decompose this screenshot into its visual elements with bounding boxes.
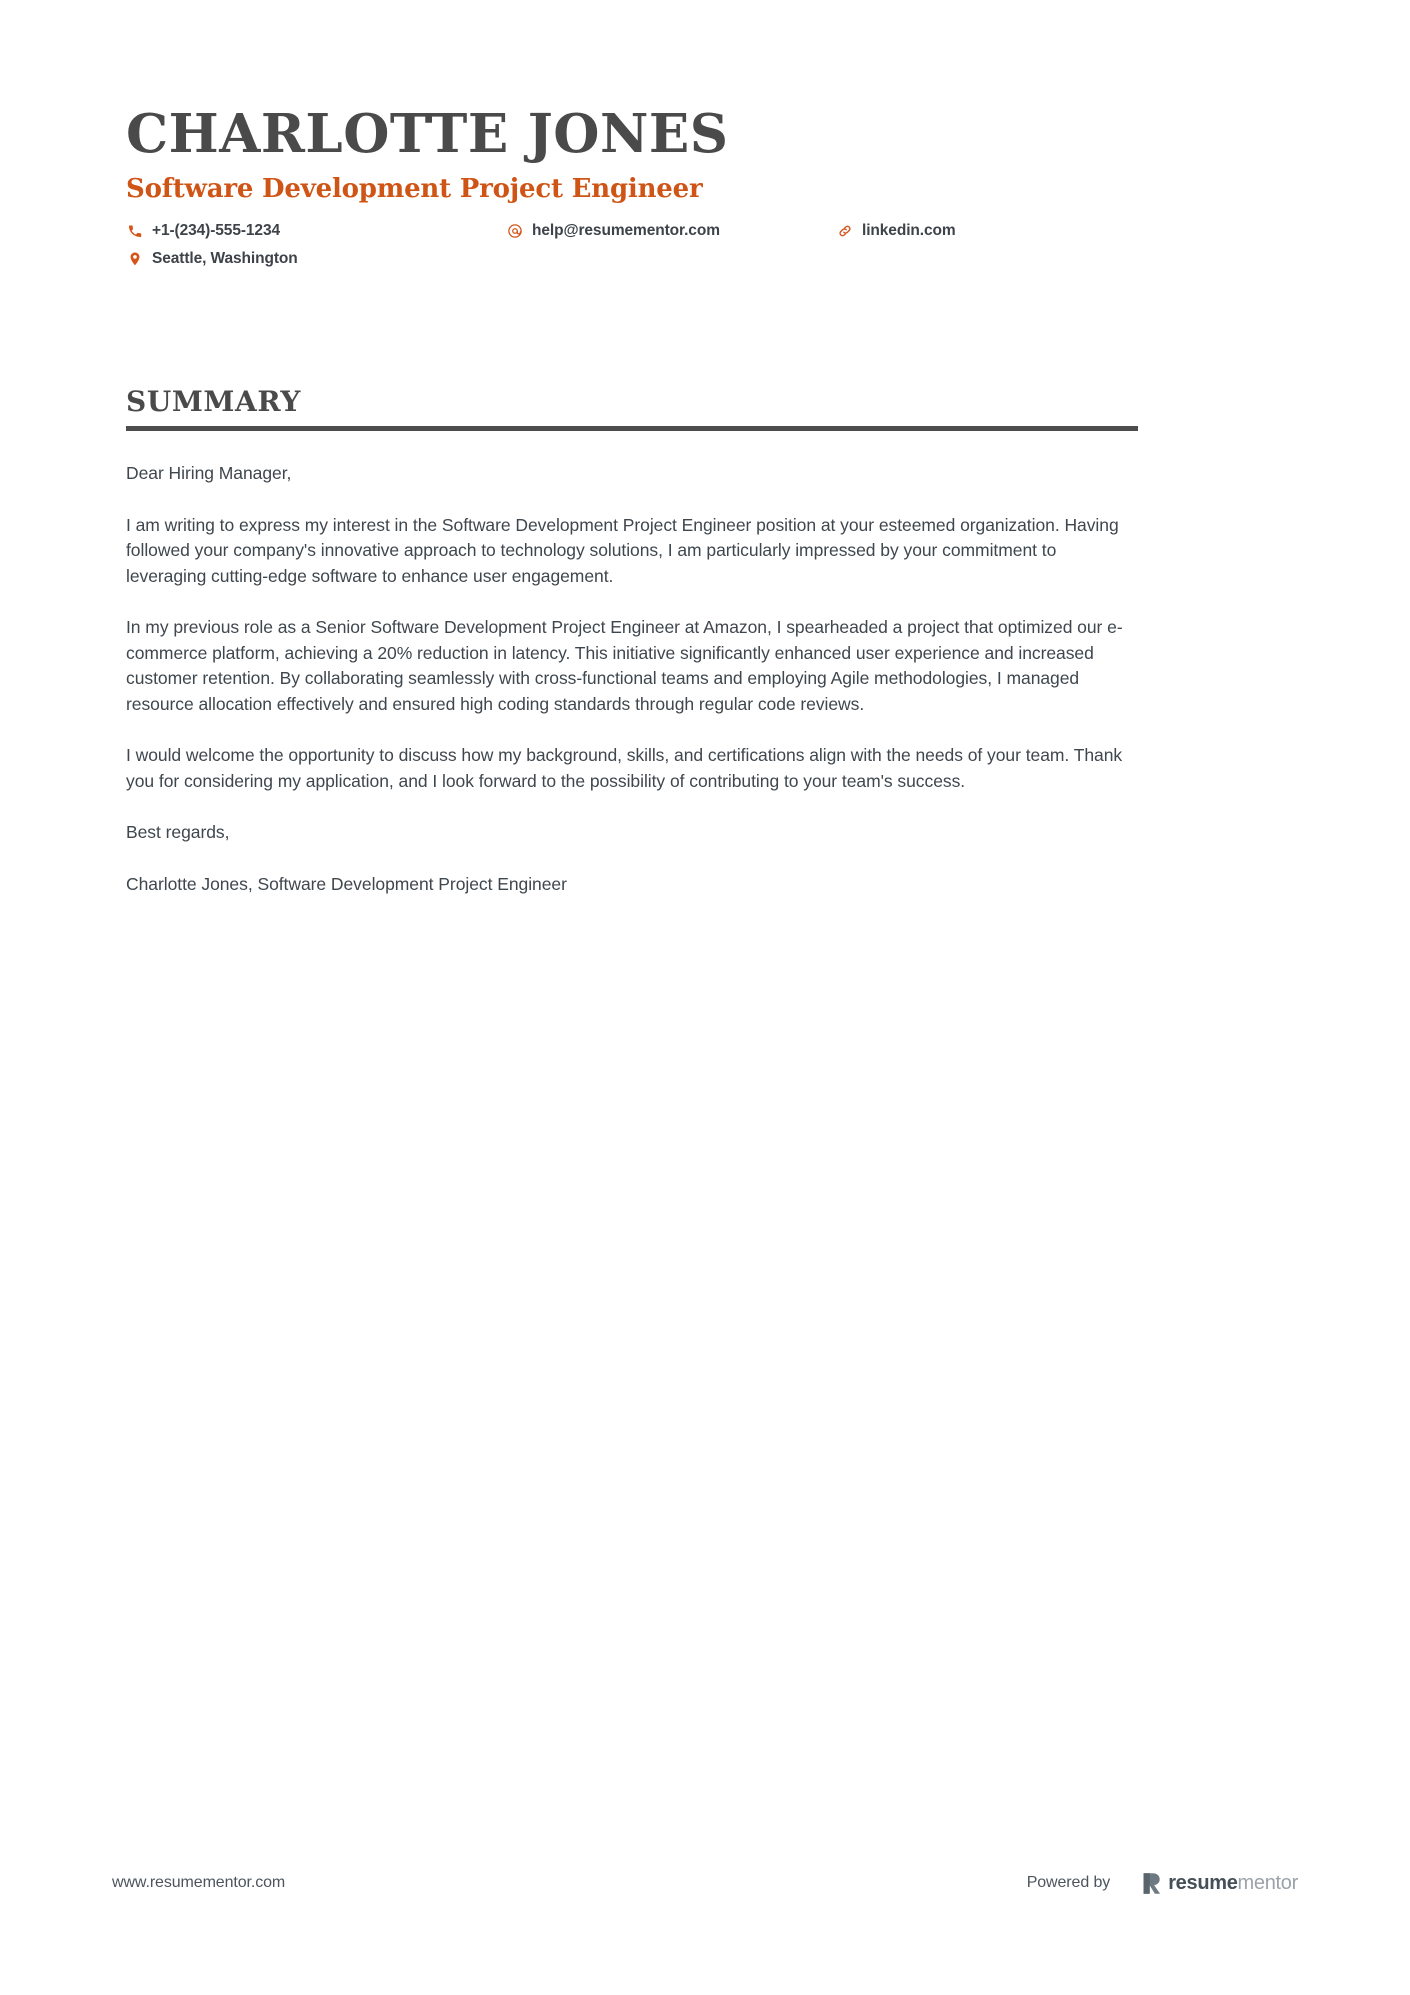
letter-paragraph-2: In my previous role as a Senior Software Development Project Engineer at Amazon, I spearheaded a project that optimized our e-commerce platform, achieving a 20% reduction in latency. This initiative significantly enhanced user experience and increased customer retention. By collaborating seamlessly with cross-functional teams and employing Agile methodologies, I managed resource allocation effectively and ensured high coding standards through regular code reviews. [126,617,1123,714]
resumementor-wordmark [1168,1873,1298,1893]
brand-word-resume: resume [1168,1872,1238,1894]
resumementor-logo[interactable] [1142,1872,1298,1895]
footer-website-url[interactable]: www.resumementor.com [112,1874,286,1891]
location-icon [126,250,143,267]
cover-letter-body [126,461,1138,897]
resume-header [126,103,1138,278]
section-divider [126,426,1138,431]
footer-branding [1027,1868,1298,1898]
page-footer [0,1868,1410,1908]
letter-closing: Best regards, [126,822,230,842]
contact-block [126,222,1138,268]
section-title-summary: SUMMARY [126,385,301,418]
email-icon [506,222,523,239]
letter-paragraph-3: I would welcome the opportunity to discuss how my background, skills, and certifications align with the needs of your team. Thank you for considering my application, and I look forward to the possibility of contributing to your team's success. [126,745,1123,791]
contact-row-1 [126,222,1138,240]
contact-phone-value: +1-(234)-555-1234 [152,221,280,239]
resumementor-mark-icon [1142,1872,1161,1895]
contact-email-value: help@resumementor.com [532,221,720,239]
contact-phone[interactable] [126,222,506,240]
letter-salutation: Dear Hiring Manager, [126,463,292,483]
candidate-job-title: Software Development Project Engineer [126,174,703,204]
letter-paragraph-1: I am writing to express my interest in the Software Development Project Engineer position at your esteemed organization. Having followed your company's innovative approach to technology solutions, I am particularly impressed by your commitment to leveraging cutting-edge software to enhance user engagement. [126,514,1119,586]
phone-icon [126,222,143,239]
powered-by-label: Powered by [1026,1874,1111,1891]
contact-row-2 [126,250,1138,268]
contact-location [126,250,506,268]
contact-location-value: Seattle, Washington [152,249,298,267]
contact-linkedin[interactable] [836,222,1126,240]
candidate-name: CHARLOTTE JONES [126,103,729,165]
brand-word-mentor: mentor [1237,1872,1298,1894]
section-summary [126,385,1138,923]
letter-signature: Charlotte Jones, Software Development Project Engineer [126,873,567,894]
contact-email[interactable] [506,222,836,240]
contact-linkedin-value: linkedin.com [862,221,956,239]
link-icon [836,222,853,239]
